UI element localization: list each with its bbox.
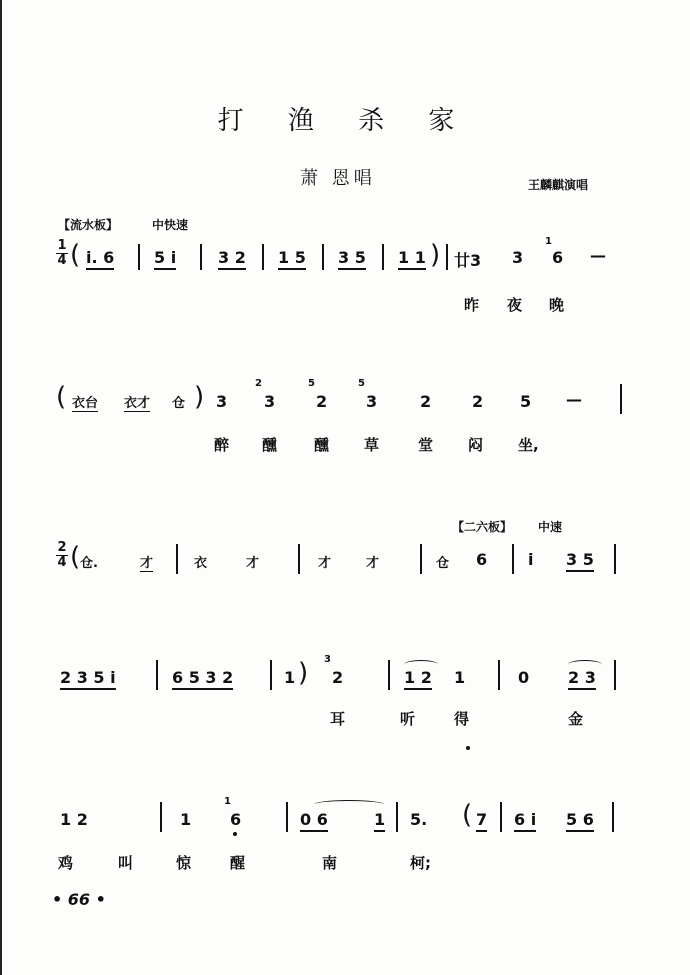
percussion-syllable: 才: [366, 556, 380, 571]
melody-note: 3: [366, 392, 378, 411]
barline: [420, 544, 422, 574]
lyric-char: 醺: [262, 436, 278, 454]
tempo-label-1: 中快速: [152, 218, 189, 232]
open-paren: (: [70, 542, 81, 572]
percussion-syllable: 仓: [172, 396, 186, 411]
grace-note: 2: [255, 378, 262, 389]
grace-note: 1: [545, 236, 552, 247]
measure-note: 5 i: [154, 248, 176, 270]
barline: [286, 802, 288, 832]
melody-note: 5: [520, 392, 532, 411]
barline: [388, 660, 390, 690]
barline: [498, 660, 500, 690]
close-paren: ): [430, 240, 441, 270]
lyric-char: 堂: [418, 436, 434, 454]
melody-note: 3: [512, 248, 524, 267]
measure-note: 3 5: [338, 248, 366, 270]
measure-note: 1 5: [278, 248, 306, 270]
melody-note: 2: [472, 392, 484, 411]
melody-note: 2: [316, 392, 328, 411]
measure-note: 0 6: [300, 810, 328, 832]
percussion-syllable: 才: [140, 552, 153, 572]
lyric-char: 得: [454, 710, 470, 728]
low-octave-dot: [233, 832, 237, 836]
lyric-char: 柯;: [410, 854, 431, 872]
banzhu-label-erliu: 【二六板】: [452, 520, 513, 534]
melody-note: 1: [374, 810, 385, 832]
barline: [262, 244, 264, 270]
barline: [270, 660, 272, 690]
barline: [620, 384, 622, 414]
melody-note: 5.: [410, 810, 428, 829]
lyric-char: 南: [322, 854, 338, 872]
percussion-syllable: 才: [246, 556, 260, 571]
lyric-char: 叫: [118, 854, 134, 872]
lyric-char: 惊: [176, 854, 192, 872]
open-paren: (: [70, 240, 81, 270]
lyric-char: 昨: [464, 296, 480, 314]
melody-note: 2: [332, 668, 344, 687]
measure-note: 5 6: [566, 810, 594, 832]
melody-note: i: [528, 550, 534, 569]
open-paren: (: [56, 382, 67, 412]
melody-note: 1: [284, 668, 296, 687]
page-number: • 66 •: [52, 890, 106, 909]
lyric-char: 晚: [549, 296, 565, 314]
grace-note: 5: [308, 378, 315, 389]
melody-note: 7: [476, 810, 487, 832]
lyric-char: 醉: [214, 436, 230, 454]
measure-note: 1 2: [404, 668, 432, 690]
barline: [322, 244, 324, 270]
grace-note: 3: [324, 654, 331, 665]
melody-note: 1: [454, 668, 466, 687]
lyric-char: 金: [568, 710, 584, 728]
melody-note: 2: [420, 392, 432, 411]
barline: [396, 802, 398, 832]
lyric-char: 醒: [230, 854, 246, 872]
banzhu-label-liushui: 【流水板】: [58, 218, 119, 232]
grace-note: 5: [358, 378, 365, 389]
barline: [446, 244, 448, 270]
measure-note: 6 i: [514, 810, 536, 832]
barline: [200, 244, 202, 270]
close-paren: ): [194, 382, 205, 412]
percussion-syllable: 衣台: [72, 392, 98, 412]
percussion-syllable: 衣才: [124, 392, 150, 412]
melody-note: 3: [264, 392, 276, 411]
time-signature-1-4: [56, 240, 68, 267]
barline: [176, 544, 178, 574]
lyric-char: 耳: [330, 710, 346, 728]
melody-note: 3: [216, 392, 228, 411]
barline: [614, 544, 616, 574]
barline: [612, 802, 614, 832]
melody-note: 6: [476, 550, 488, 569]
lyric-char: 闷: [468, 436, 484, 454]
measure-note: 1 2: [60, 810, 88, 829]
free-meter-note: 廿3: [454, 251, 482, 270]
measure-note: 1 1: [398, 248, 426, 270]
barline: [512, 544, 514, 574]
barline: [160, 802, 162, 832]
hold-dash: —: [590, 246, 606, 265]
page-title: 打 渔 杀 家: [217, 106, 473, 136]
barline: [298, 544, 300, 574]
percussion-syllable: 衣: [194, 556, 208, 571]
melody-note: 0: [518, 668, 530, 687]
tsig-top: 2: [57, 540, 67, 555]
barline: [614, 660, 616, 690]
percussion-syllable: 才: [318, 556, 332, 571]
barline: [156, 660, 158, 690]
barline: [382, 244, 384, 270]
tempo-label-2: 中速: [538, 520, 563, 534]
grace-note: 1: [224, 796, 231, 807]
tsig-bottom: 4: [57, 253, 67, 268]
time-signature-2-4: [56, 542, 68, 569]
close-paren: ): [298, 658, 309, 688]
barline: [138, 244, 140, 270]
lyric-char: 草: [364, 436, 380, 454]
measure-note: 2 3 5 i: [60, 668, 116, 690]
slur-arc: [314, 800, 384, 809]
tsig-top: 1: [57, 238, 67, 253]
percussion-syllable: 仓: [436, 556, 450, 571]
lyric-char: 鸡: [58, 854, 74, 872]
lyric-char: 夜: [507, 296, 523, 314]
percussion-syllable: 仓.: [80, 556, 98, 571]
lyric-char: 醺: [314, 436, 330, 454]
open-paren: (: [462, 800, 473, 830]
melody-note: 6: [552, 248, 564, 267]
stray-dot: [466, 746, 470, 750]
subtitle: 萧 恩唱: [300, 168, 376, 189]
tsig-bottom: 4: [57, 555, 67, 570]
measure-note: 2 3: [568, 668, 596, 690]
hold-dash: —: [566, 390, 582, 409]
measure-note: 6 5 3 2: [172, 668, 233, 690]
melody-note: 6: [230, 810, 242, 829]
measure-note: 3 2: [218, 248, 246, 270]
measure-note: i. 6: [86, 248, 114, 270]
measure-note: 3 5: [566, 550, 594, 572]
lyric-char: 听: [400, 710, 416, 728]
performer-credit: 王麟麒演唱: [528, 178, 589, 192]
melody-note: 1: [180, 810, 192, 829]
barline: [500, 802, 502, 832]
lyric-char: 坐,: [518, 436, 539, 454]
page-edge-rule: [0, 0, 2, 975]
